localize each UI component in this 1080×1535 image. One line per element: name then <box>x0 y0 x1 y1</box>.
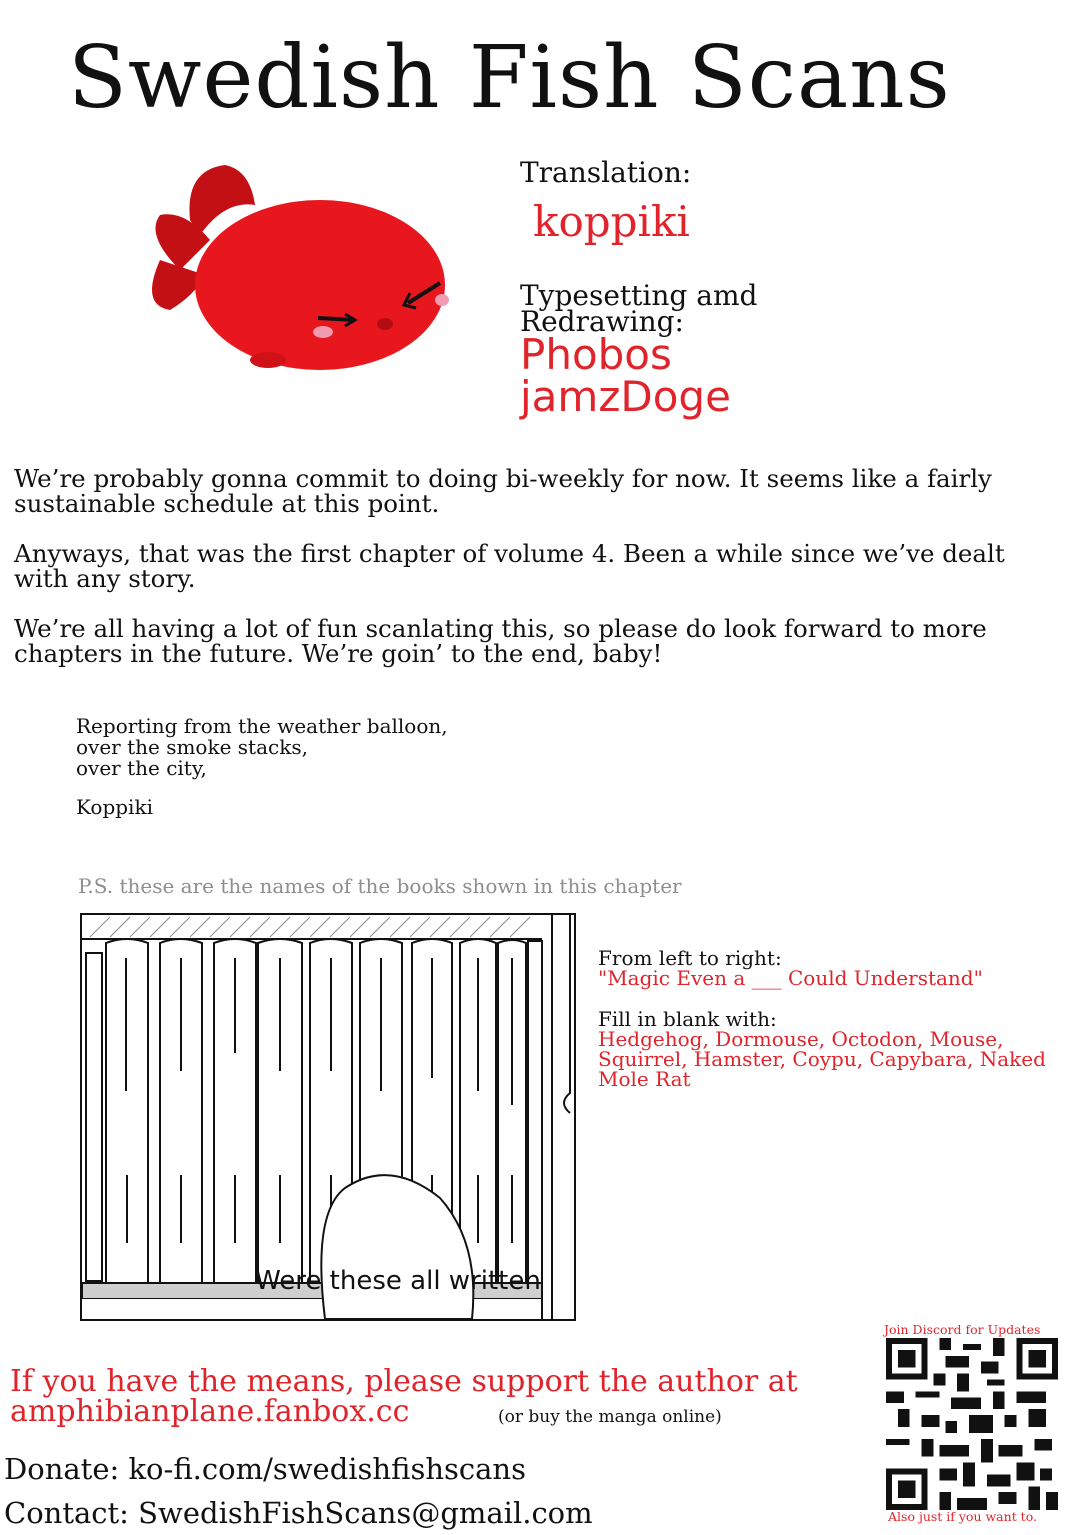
contact-email[interactable]: Contact: SwedishFishScans@gmail.com <box>4 1496 593 1530</box>
manga-bookshelf-panel <box>80 913 580 1323</box>
signoff-name: Koppiki <box>76 795 153 819</box>
fill-blank-list: Hedgehog, Dormouse, Octodon, Mouse, Squirrel, Hamster, Coypu, Capybara, Naked Mole Rat <box>598 1027 1046 1091</box>
signoff-line: over the city, <box>76 756 207 780</box>
page-title: Swedish Fish Scans <box>68 28 951 128</box>
note-paragraph: Anyways, that was the first chapter of volume 4. Been a while since we’ve dealt with any story. <box>14 539 1005 593</box>
discord-qr-code-icon[interactable] <box>886 1338 1058 1510</box>
ps-note: P.S. these are the names of the books shown in this chapter <box>78 874 682 898</box>
discord-label: Join Discord for Updates <box>884 1322 1041 1337</box>
signoff-line: over the smoke stacks, <box>76 735 308 759</box>
signoff-line: Reporting from the weather balloon, <box>76 714 448 738</box>
manga-caption: Were these all written <box>255 1266 541 1296</box>
book-title: "Magic Even a ___ Could Understand" <box>598 966 983 990</box>
support-link[interactable]: amphibianplane.fanbox.cc <box>10 1394 410 1429</box>
translation-label: Translation: <box>520 156 692 189</box>
note-paragraph: We’re probably gonna commit to doing bi-weekly for now. It seems like a fairly sustainable schedule at this point. <box>14 464 992 518</box>
translator-name: koppiki <box>533 197 690 246</box>
signoff-lines <box>76 716 448 779</box>
support-message <box>10 1364 850 1429</box>
typesetting-label: Typesetting amd Redrawing: <box>520 279 758 338</box>
typesetter-names <box>520 330 731 421</box>
buy-manga-note: (or buy the manga online) <box>498 1407 722 1427</box>
from-left-label: From left to right: <box>598 946 782 970</box>
support-line: If you have the means, please support the author at <box>10 1364 798 1399</box>
note-paragraph: We’re all having a lot of fun scanlating this, so please do look forward to more chapters in the future. We’re goin’ to the end, baby! <box>14 614 987 668</box>
donate-link[interactable]: Donate: ko-fi.com/swedishfishscans <box>4 1452 526 1486</box>
discord-note: Also just if you want to. <box>888 1509 1037 1524</box>
fish-mascot-icon <box>140 160 455 375</box>
typesetter-name: Phobos <box>520 330 672 379</box>
typesetter-name: jamzDoge <box>520 372 731 421</box>
fill-blank-label: Fill in blank with: <box>598 1007 777 1031</box>
